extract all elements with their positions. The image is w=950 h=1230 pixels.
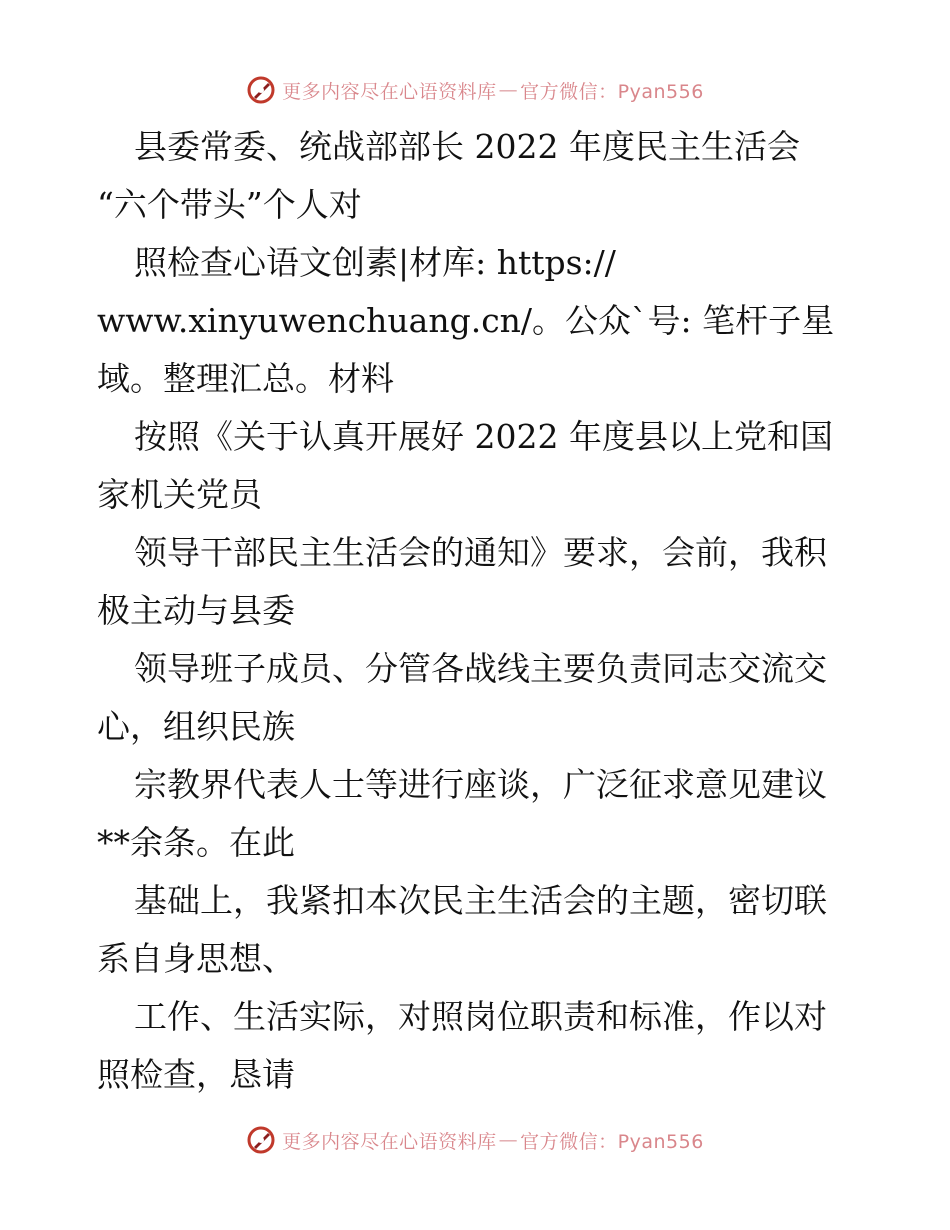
text-line: 工作、生活实际，对照岗位职责和标准，作以对 [134, 997, 827, 1036]
text-line: 照检查，恳请 [97, 1055, 295, 1094]
text-line: 基础上，我紧扣本次民主生活会的主题，密切联 [134, 881, 827, 920]
text-line: 家机关党员 [97, 475, 262, 514]
text-line: 照检查心语文创素|材库: https:// [134, 243, 616, 282]
text-line: 县委常委、统战部部长 2022 年度民主生活会 [134, 127, 800, 166]
banner-separator: — [498, 79, 519, 101]
banner-contact: 官方微信：Pyan556 [520, 1130, 704, 1153]
text-line: www.xinyuwenchuang.cn/。公众`号: 笔杆子星 [97, 301, 835, 340]
banner-text: 更多内容尽在心语资料库 [282, 1130, 497, 1153]
text-line: “六个带头”个人对 [97, 185, 362, 224]
text-line: 按照《关于认真开展好 2022 年度县以上党和国 [134, 417, 833, 456]
document-body [97, 125, 857, 1111]
text-line: 心，组织民族 [97, 707, 295, 746]
text-line: 领导干部民主生活会的通知》要求，会前，我积 [134, 533, 827, 572]
banner-separator: — [498, 1129, 519, 1151]
header-banner [0, 70, 950, 110]
banner-contact: 官方微信：Pyan556 [520, 80, 704, 103]
text-line: 领导班子成员、分管各战线主要负责同志交流交 [134, 649, 827, 688]
text-line: **余条。在此 [97, 823, 295, 862]
text-line: 宗教界代表人士等进行座谈，广泛征求意见建议 [134, 765, 827, 804]
pen-logo-icon [246, 75, 276, 105]
footer-banner [0, 1120, 950, 1160]
banner-text: 更多内容尽在心语资料库 [282, 80, 497, 103]
text-line: 极主动与县委 [97, 591, 295, 630]
text-line: 域。整理汇总。材料 [97, 359, 394, 398]
pen-logo-icon [246, 1125, 276, 1155]
text-line: 系自身思想、 [97, 939, 295, 978]
